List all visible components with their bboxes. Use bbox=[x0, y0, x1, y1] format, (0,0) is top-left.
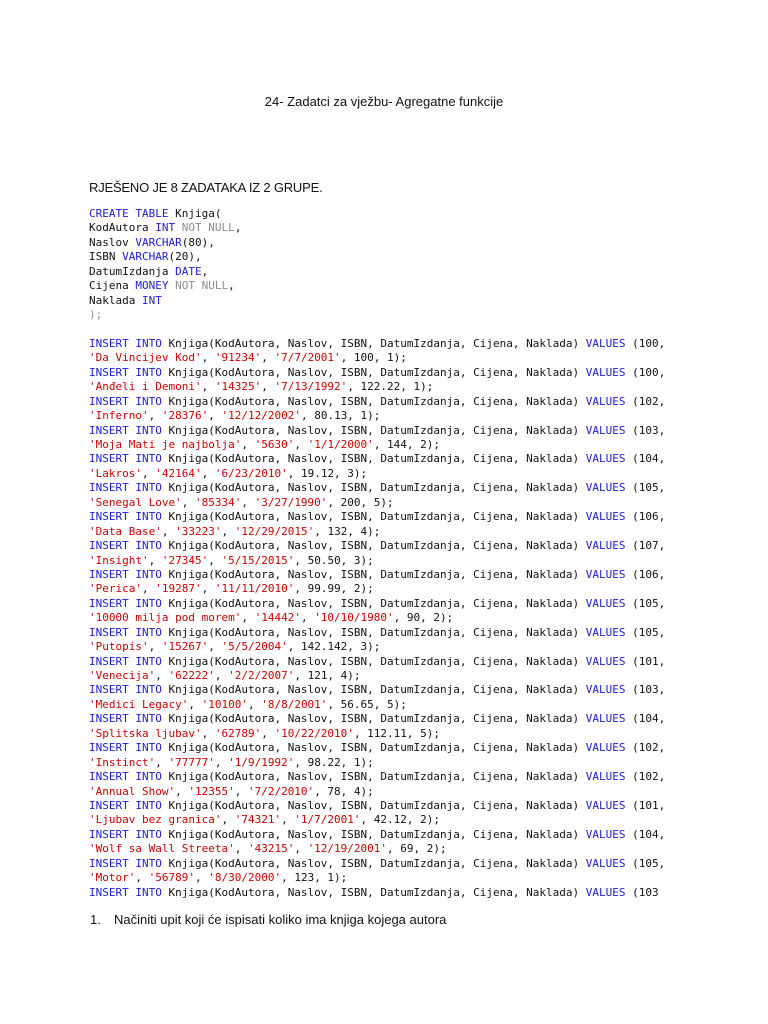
insert-values-line: 'Perica', '19287', '11/11/2010', 99.99, 2); bbox=[89, 582, 374, 596]
summary-text: RJEŠENO JE 8 ZADATAKA IZ 2 GRUPE. bbox=[89, 180, 323, 195]
insert-statement-line: INSERT INTO Knjiga(KodAutora, Naslov, ISBN, DatumIzdanja, Cijena, Naklada) VALUES (103, bbox=[89, 423, 666, 437]
insert-statement-line: INSERT INTO Knjiga(KodAutora, Naslov, ISBN, DatumIzdanja, Cijena, Naklada) VALUES (103, bbox=[89, 683, 666, 697]
insert-values-line: 'Anđeli i Demoni', '14325', '7/13/1992', 122.22, 1); bbox=[89, 380, 434, 394]
create-table-line: KodAutora INT NOT NULL, bbox=[89, 221, 242, 235]
insert-statement-line: INSERT INTO Knjiga(KodAutora, Naslov, ISBN, DatumIzdanja, Cijena, Naklada) VALUES (102, bbox=[89, 394, 666, 408]
sql-code-block bbox=[89, 207, 761, 900]
insert-statement-line: INSERT INTO Knjiga(KodAutora, Naslov, ISBN, DatumIzdanja, Cijena, Naklada) VALUES (104, bbox=[89, 452, 666, 466]
insert-statement-line: INSERT INTO Knjiga(KodAutora, Naslov, ISBN, DatumIzdanja, Cijena, Naklada) VALUES (101, bbox=[89, 654, 666, 668]
insert-statement-line: INSERT INTO Knjiga(KodAutora, Naslov, ISBN, DatumIzdanja, Cijena, Naklada) VALUES (105, bbox=[89, 481, 666, 495]
insert-statement-line: INSERT INTO Knjiga(KodAutora, Naslov, ISBN, DatumIzdanja, Cijena, Naklada) VALUES (104, bbox=[89, 827, 666, 841]
insert-statement-line: INSERT INTO Knjiga(KodAutora, Naslov, ISBN, DatumIzdanja, Cijena, Naklada) VALUES (105, bbox=[89, 625, 666, 639]
insert-values-line: 'Insight', '27345', '5/15/2015', 50.50, 3); bbox=[89, 553, 374, 567]
insert-statement-line: INSERT INTO Knjiga(KodAutora, Naslov, ISBN, DatumIzdanja, Cijena, Naklada) VALUES (102, bbox=[89, 741, 666, 755]
insert-statement-line: INSERT INTO Knjiga(KodAutora, Naslov, ISBN, DatumIzdanja, Cijena, Naklada) VALUES (105, bbox=[89, 596, 666, 610]
insert-values-line: '10000 milja pod morem', '14442', '10/10/1980', 90, 2); bbox=[89, 611, 454, 625]
insert-values-line: 'Splitska ljubav', '62789', '10/22/2010', 112.11, 5); bbox=[89, 726, 441, 740]
create-table-line: ); bbox=[89, 308, 103, 322]
blank-line bbox=[89, 323, 761, 337]
insert-statement-line: INSERT INTO Knjiga(KodAutora, Naslov, ISBN, DatumIzdanja, Cijena, Naklada) VALUES (106, bbox=[89, 567, 666, 581]
insert-statement-line: INSERT INTO Knjiga(KodAutora, Naslov, ISBN, DatumIzdanja, Cijena, Naklada) VALUES (103 bbox=[89, 885, 659, 899]
insert-statement-line: INSERT INTO Knjiga(KodAutora, Naslov, ISBN, DatumIzdanja, Cijena, Naklada) VALUES (102, bbox=[89, 770, 666, 784]
create-table-line: ISBN VARCHAR(20), bbox=[89, 250, 202, 264]
create-table-line: Naslov VARCHAR(80), bbox=[89, 235, 215, 249]
insert-values-line: 'Putopis', '15267', '5/5/2004', 142.142, 3); bbox=[89, 640, 381, 654]
insert-values-line: 'Inferno', '28376', '12/12/2002', 80.13, 1); bbox=[89, 409, 381, 423]
insert-values-line: 'Annual Show', '12355', '7/2/2010', 78, 4); bbox=[89, 784, 374, 798]
insert-values-line: 'Da Vincijev Kod', '91234', '7/7/2001', 100, 1); bbox=[89, 351, 407, 365]
insert-values-line: 'Moja Mati je najbolja', '5630', '1/1/2000', 144, 2); bbox=[89, 438, 441, 451]
insert-values-line: 'Lakros', '42164', '6/23/2010', 19.12, 3); bbox=[89, 466, 368, 480]
create-table-line: DatumIzdanja DATE, bbox=[89, 264, 209, 278]
insert-values-line: 'Motor', '56789', '8/30/2000', 123, 1); bbox=[89, 871, 348, 885]
question-1 bbox=[90, 912, 446, 927]
create-table-line: Cijena MONEY NOT NULL, bbox=[89, 279, 235, 293]
insert-statement-line: INSERT INTO Knjiga(KodAutora, Naslov, ISBN, DatumIzdanja, Cijena, Naklada) VALUES (106, bbox=[89, 510, 666, 524]
insert-statement-line: INSERT INTO Knjiga(KodAutora, Naslov, ISBN, DatumIzdanja, Cijena, Naklada) VALUES (100, bbox=[89, 336, 666, 350]
insert-statement-line: INSERT INTO Knjiga(KodAutora, Naslov, ISBN, DatumIzdanja, Cijena, Naklada) VALUES (107, bbox=[89, 539, 666, 553]
page-title: 24- Zadatci za vježbu- Agregatne funkcije bbox=[264, 94, 504, 109]
insert-values-line: 'Instinct', '77777', '1/9/1992', 98.22, 1); bbox=[89, 755, 374, 769]
insert-statement-line: INSERT INTO Knjiga(KodAutora, Naslov, ISBN, DatumIzdanja, Cijena, Naklada) VALUES (101, bbox=[89, 798, 666, 812]
insert-statement-line: INSERT INTO Knjiga(KodAutora, Naslov, ISBN, DatumIzdanja, Cijena, Naklada) VALUES (100, bbox=[89, 365, 666, 379]
insert-values-line: 'Medici Legacy', '10100', '8/8/2001', 56.65, 5); bbox=[89, 697, 407, 711]
question-number: 1. bbox=[90, 912, 101, 927]
insert-values-line: 'Senegal Love', '85334', '3/27/1990', 200, 5); bbox=[89, 495, 394, 509]
question-text: Načiniti upit koji će ispisati koliko ima knjiga kojega autora bbox=[114, 912, 447, 927]
create-table-line: Naklada INT bbox=[89, 293, 162, 307]
create-table-line: CREATE TABLE Knjiga( bbox=[89, 207, 222, 220]
insert-values-line: 'Ljubav bez granica', '74321', '1/7/2001', 42.12, 2); bbox=[89, 813, 441, 827]
insert-statement-line: INSERT INTO Knjiga(KodAutora, Naslov, ISBN, DatumIzdanja, Cijena, Naklada) VALUES (105, bbox=[89, 856, 666, 870]
insert-values-line: 'Venecija', '62222', '2/2/2007', 121, 4); bbox=[89, 669, 361, 682]
insert-values-line: 'Wolf sa Wall Streeta', '43215', '12/19/2001', 69, 2); bbox=[89, 842, 447, 856]
insert-values-line: 'Data Base', '33223', '12/29/2015', 132, 4); bbox=[89, 524, 381, 538]
insert-statement-line: INSERT INTO Knjiga(KodAutora, Naslov, ISBN, DatumIzdanja, Cijena, Naklada) VALUES (104, bbox=[89, 712, 666, 726]
